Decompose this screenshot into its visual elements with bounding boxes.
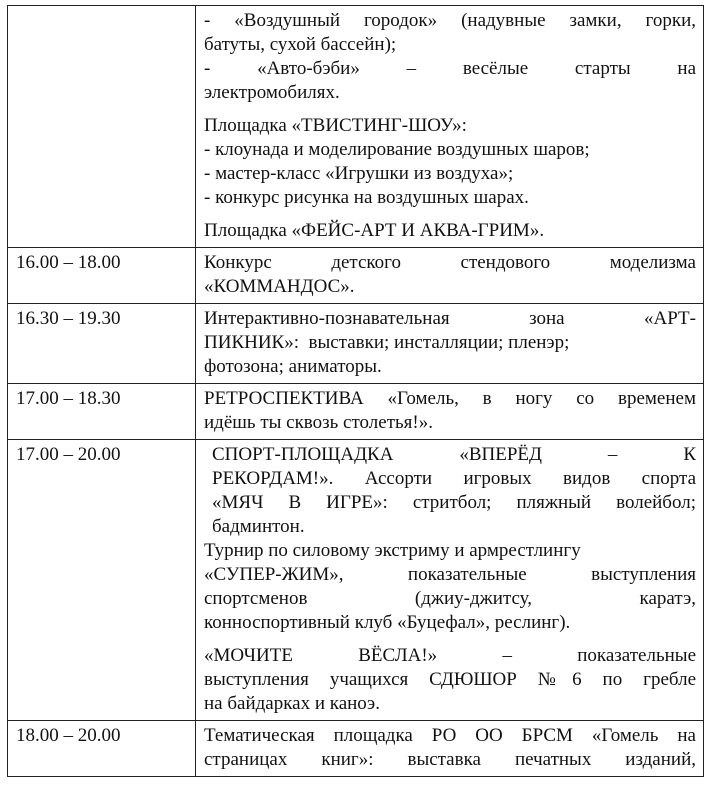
schedule-row <box>8 721 704 777</box>
text-line: - конкурс рисунка на воздушных шарах. <box>204 187 529 208</box>
text-line: страницах книг»: выставка печатных изданий, <box>204 749 696 770</box>
text-line: Интерактивно-познавательная зона «АРТ- <box>204 308 696 329</box>
text-line: Площадка «ФЕЙС-АРТ И АКВА-ГРИМ». <box>204 220 545 241</box>
text-line: спортсменов (джиу-джитсу, каратэ, <box>204 588 696 609</box>
schedule-row <box>8 6 704 248</box>
time-cell: 16.30 – 19.30 <box>8 304 196 384</box>
event-cell <box>196 384 704 440</box>
schedule-table <box>7 5 704 777</box>
text-line: «МЯЧ В ИГРЕ»: стритбол; пляжный волейбол; <box>212 492 696 513</box>
text-line: Конкурс детского стендового моделизма <box>204 252 696 273</box>
time-cell: 16.00 – 18.00 <box>8 248 196 304</box>
text-line: на байдарках и каноэ. <box>204 693 380 714</box>
text-line: электромобилях. <box>204 82 340 103</box>
event-cell <box>196 304 704 384</box>
text-line: Турнир по силовому экстриму и армрестлингу <box>204 540 581 561</box>
text-line: РЕТРОСПЕКТИВА «Гомель, в ногу со временем <box>204 388 696 409</box>
text-line: бадминтон. <box>212 516 305 537</box>
text-line: идёшь ты сквозь столетья!». <box>204 412 433 433</box>
schedule-row <box>8 248 704 304</box>
event-paragraph <box>204 387 696 435</box>
text-line: Площадка «ТВИСТИНГ-ШОУ»: <box>204 115 467 136</box>
time-cell: 17.00 – 18.30 <box>8 384 196 440</box>
event-paragraph <box>204 219 696 243</box>
text-line: конноспортивный клуб «Буцефал», реслинг). <box>204 612 571 633</box>
schedule-row <box>8 304 704 384</box>
event-cell <box>196 721 704 777</box>
event-paragraph <box>204 9 696 105</box>
time-cell: 18.00 – 20.00 <box>8 721 196 777</box>
event-paragraph <box>204 443 696 539</box>
event-paragraph <box>204 307 696 379</box>
schedule-body <box>8 6 704 777</box>
schedule-row <box>8 440 704 721</box>
time-cell: 17.00 – 20.00 <box>8 440 196 721</box>
text-line: Тематическая площадка РО ОО БРСМ «Гомель на <box>204 725 696 746</box>
event-paragraph <box>204 644 696 716</box>
text-line: выступления учащихся СДЮШОР №6 по гребле <box>204 669 696 690</box>
event-cell <box>196 6 704 248</box>
event-cell <box>196 248 704 304</box>
event-paragraph <box>204 724 696 772</box>
event-paragraph <box>204 251 696 299</box>
text-line: «МОЧИТЕ ВЁСЛА!» – показательные <box>204 645 696 666</box>
event-paragraph <box>204 114 696 210</box>
text-line: СПОРТ-ПЛОЩАДКА «ВПЕРЁД – К <box>212 444 696 465</box>
event-paragraph <box>204 539 696 635</box>
text-line: «СУПЕР-ЖИМ», показательные выступления <box>204 564 696 585</box>
text-line: - мастер-класс «Игрушки из воздуха»; <box>204 163 514 184</box>
text-line: батуты, сухой бассейн); <box>204 34 397 55</box>
text-line: - клоунада и моделирование воздушных шаров; <box>204 139 590 160</box>
text-line: - «Авто-бэби» – весёлые старты на <box>204 58 696 79</box>
time-cell <box>8 6 196 248</box>
text-line: - «Воздушный городок» (надувные замки, горки, <box>204 10 696 31</box>
text-line: РЕКОРДАМ!». Ассорти игровых видов спорта <box>212 468 696 489</box>
text-line: фотозона; аниматоры. <box>204 356 382 377</box>
text-line: «КОММАНДОС». <box>204 276 355 297</box>
schedule-row <box>8 384 704 440</box>
event-cell <box>196 440 704 721</box>
text-line: ПИКНИК»: выставки; инсталляции; пленэр; <box>204 332 570 353</box>
